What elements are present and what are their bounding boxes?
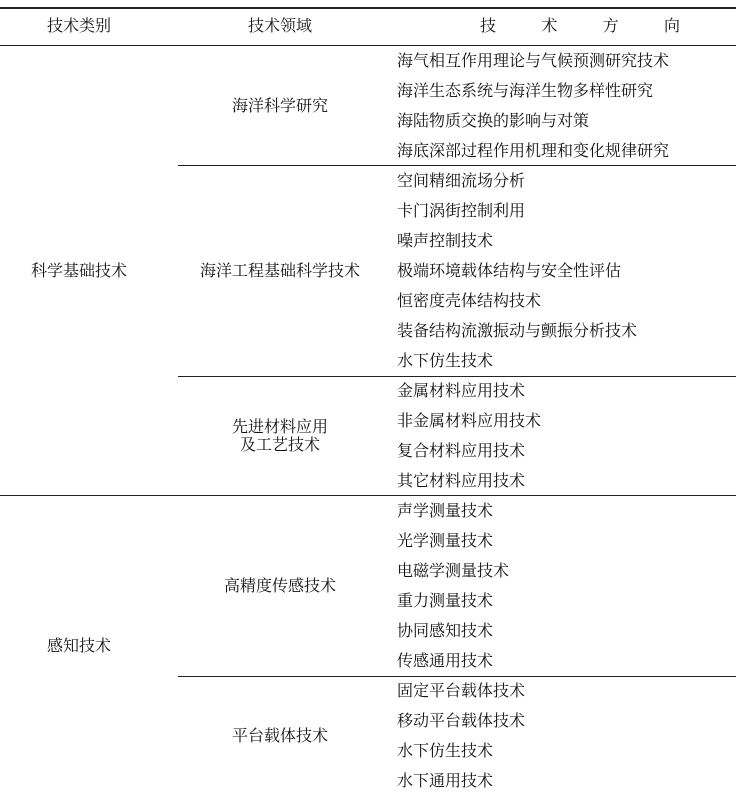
field-ocean-engineering: 海洋工程基础科学技术	[199, 261, 360, 280]
direction-item: 海底深部过程作用机理和变化规律研究	[397, 141, 670, 160]
direction-item: 复合材料应用技术	[397, 441, 526, 460]
direction-item: 协同感知技术	[397, 621, 494, 640]
header-direction-char: 技	[480, 16, 497, 35]
direction-item: 声学测量技术	[397, 501, 494, 520]
field-platform: 平台载体技术	[231, 726, 328, 745]
direction-item: 恒密度壳体结构技术	[397, 291, 542, 310]
direction-item: 移动平台载体技术	[397, 711, 526, 730]
header-direction	[480, 8, 680, 44]
direction-item: 卡门涡街控制利用	[397, 201, 526, 220]
header-direction-char: 术	[541, 16, 558, 35]
direction-item: 海洋生态系统与海洋生物多样性研究	[397, 81, 654, 100]
field-sensing: 高精度传感技术	[223, 576, 336, 595]
direction-item: 水下仿生技术	[397, 741, 494, 760]
header-field: 技术领域	[247, 16, 312, 35]
category-sensing: 感知技术	[46, 635, 111, 655]
direction-item: 水下通用技术	[397, 771, 494, 790]
direction-item: 电磁学测量技术	[397, 561, 510, 580]
direction-item: 装备结构流激振动与颤振分析技术	[397, 321, 638, 340]
field-line: 及工艺技术	[239, 435, 320, 454]
direction-item: 海气相互作用理论与气候预测研究技术	[397, 51, 670, 70]
direction-item: 金属材料应用技术	[397, 381, 526, 400]
header-direction-char: 方	[602, 16, 619, 35]
direction-item: 传感通用技术	[397, 651, 494, 670]
header-category: 技术类别	[46, 16, 111, 35]
direction-item: 其它材料应用技术	[397, 471, 526, 490]
direction-item: 光学测量技术	[397, 531, 494, 550]
direction-item: 重力测量技术	[397, 591, 494, 610]
direction-item: 极端环境载体结构与安全性评估	[397, 261, 622, 280]
direction-item: 非金属材料应用技术	[397, 411, 542, 430]
direction-item: 水下仿生技术	[397, 351, 494, 370]
field-advanced-materials	[180, 377, 380, 495]
direction-item: 固定平台载体技术	[397, 681, 526, 700]
direction-item: 噪声控制技术	[397, 231, 494, 250]
direction-item: 空间精细流场分析	[397, 171, 526, 190]
direction-item: 海陆物质交换的影响与对策	[397, 111, 590, 130]
category-science: 科学基础技术	[30, 260, 127, 280]
header-direction-char: 向	[663, 16, 680, 35]
field-line: 先进材料应用	[231, 417, 328, 436]
field-ocean-science: 海洋科学研究	[231, 95, 328, 115]
